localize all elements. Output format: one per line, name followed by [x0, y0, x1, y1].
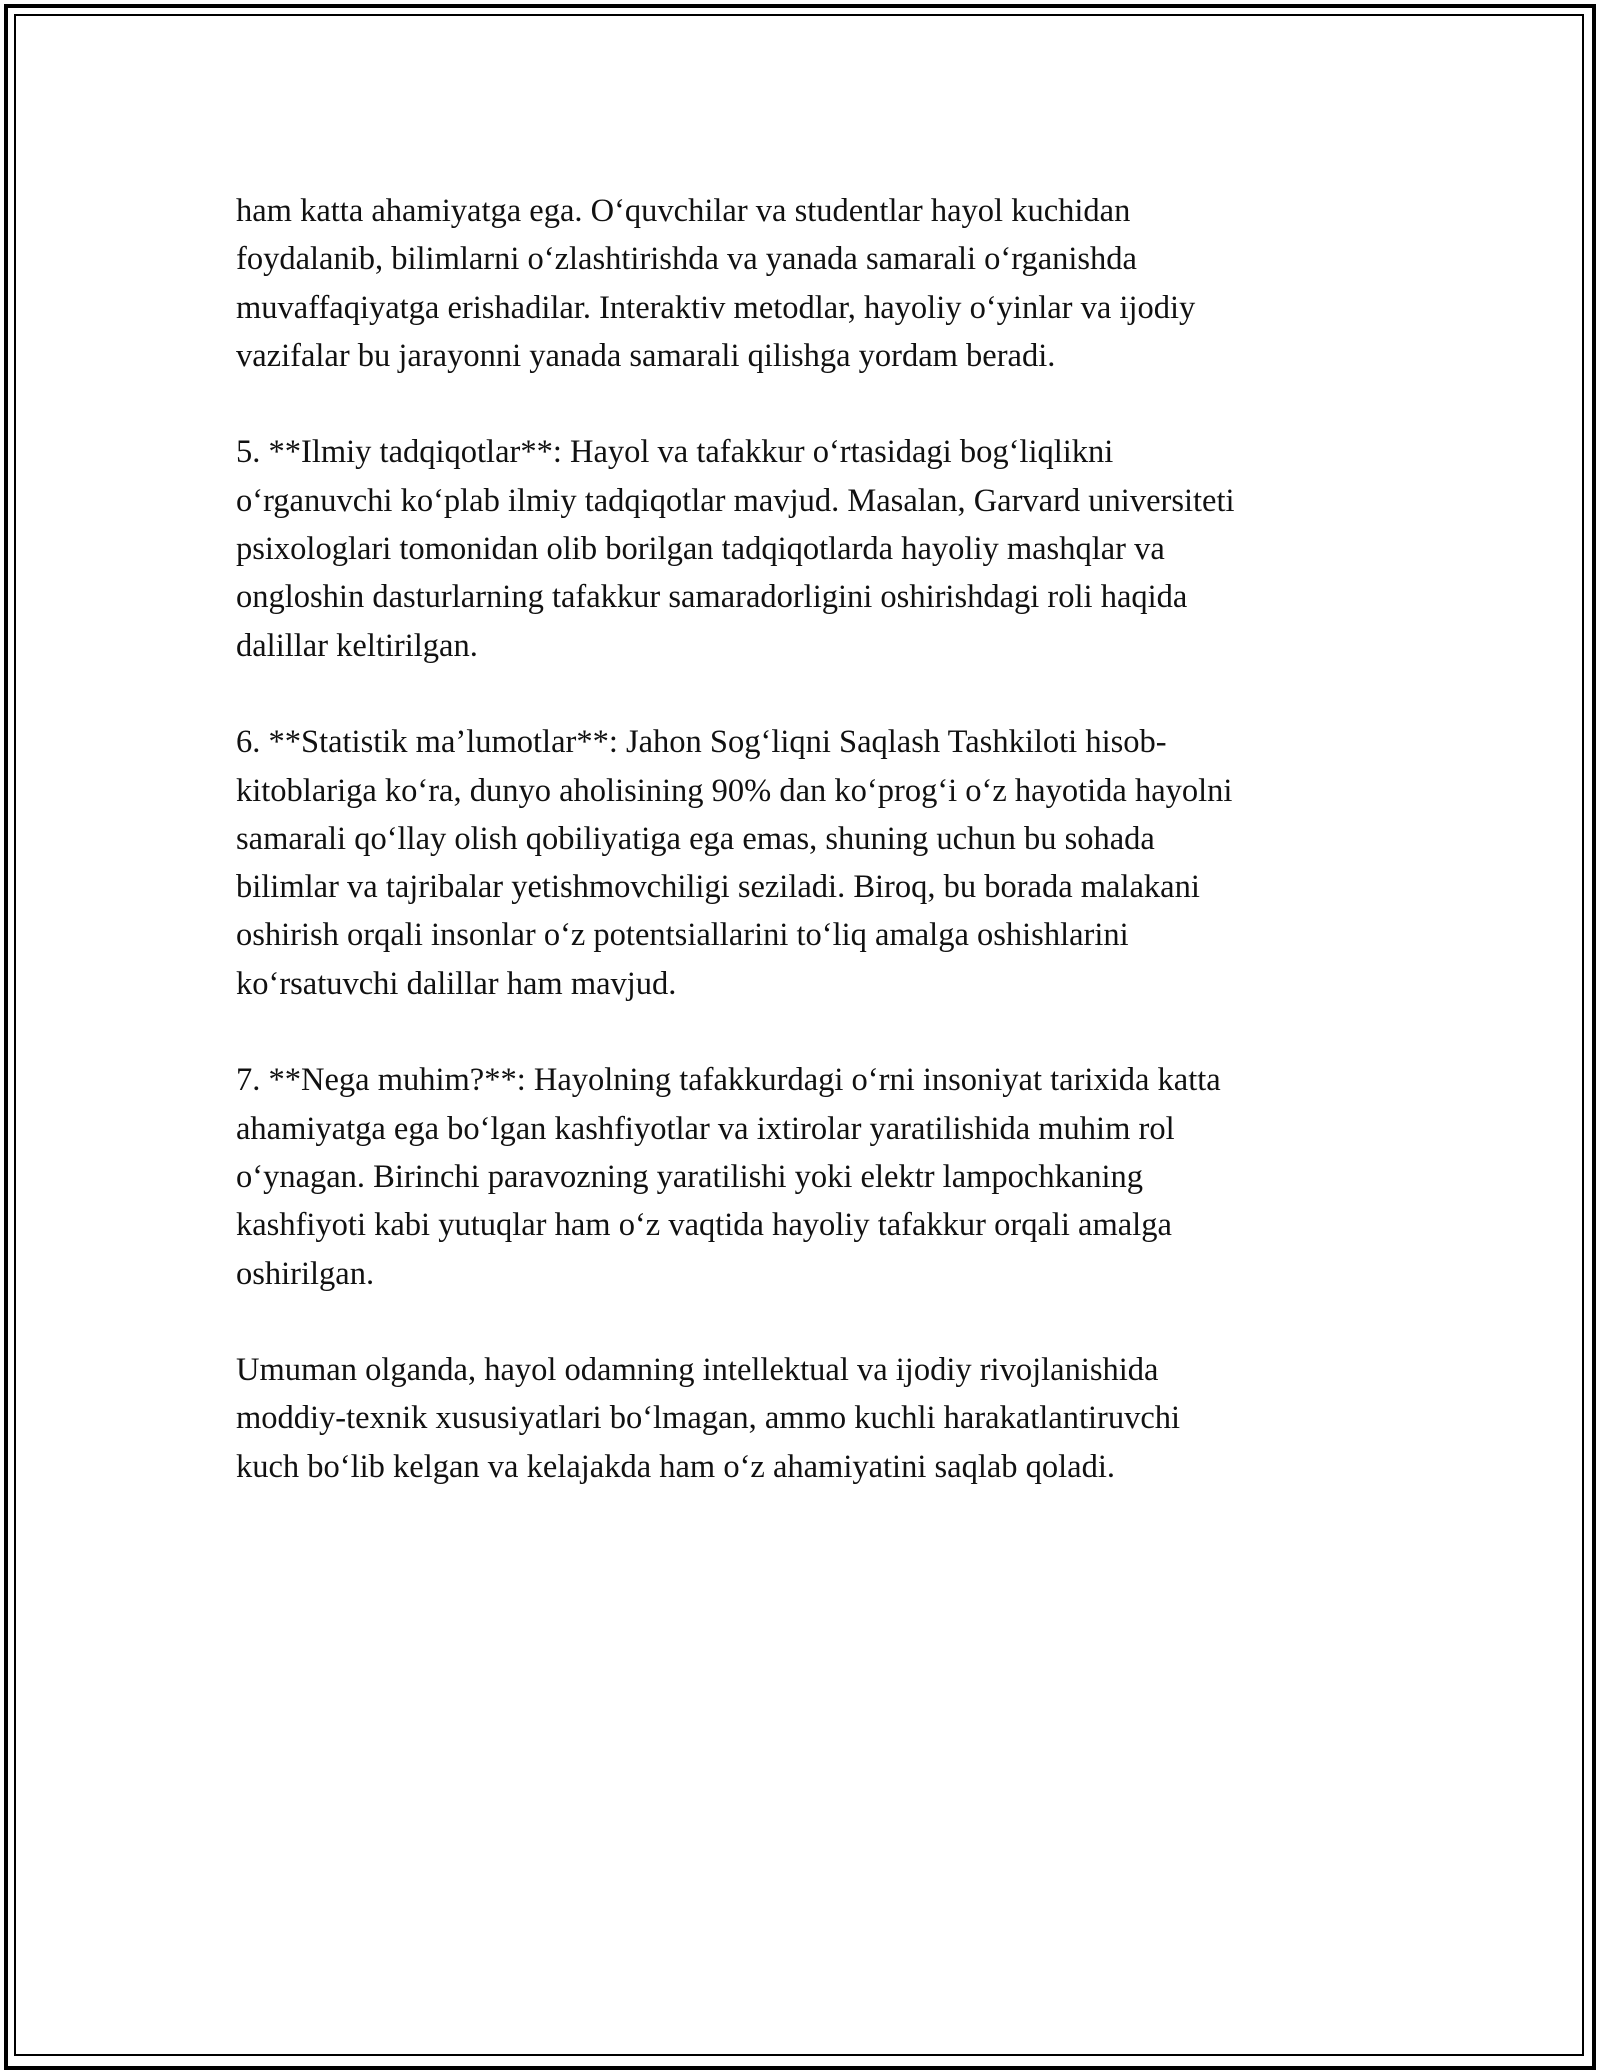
document-body	[236, 187, 1376, 1491]
paragraph-education-continuation: ham katta ahamiyatga ega. O‘quvchilar va studentlar hayol kuchidan foydalanib, bilimlarni o‘zlashtirishda va yanada samarali o‘rganishda muvaffaqiyatga erishadilar. Interaktiv metodlar, hayoliy o‘yinlar va ijodiy vazifalar bu jarayonni yanada samarali qilishga yordam beradi.	[236, 193, 1196, 374]
paragraph-conclusion: Umuman olganda, hayol odamning intellektual va ijodiy rivojlanishida moddiy-texnik xususiyatlari bo‘lmagan, ammo kuchli harakatlantiruvchi kuch bo‘lib kelgan va kelajakda ham o‘z ahamiyatini saqlab qoladi.	[236, 1352, 1181, 1485]
paragraph-scientific-research: 5. **Ilmiy tadqiqotlar**: Hayol va tafakkur o‘rtasidagi bog‘liqlikni o‘rganuvchi ko‘plab ilmiy tadqiqotlar mavjud. Masalan, Garvard universiteti psixologlari tomonidan olib borilgan tadqiqotlarda hayoliy mashqlar va ongloshin dasturlarning tafakkur samaradorligini oshirishdagi roli haqida dalillar keltirilgan.	[236, 434, 1235, 664]
paragraph-why-important: 7. **Nega muhim?**: Hayolning tafakkurdagi o‘rni insoniyat tarixida katta ahamiyatga ega bo‘lgan kashfiyotlar va ixtirolar yaratilishida muhim rol o‘ynagan. Birinchi paravozning yaratilishi yoki elektr lampochkaning kashfiyoti kabi yutuqlar ham o‘z vaqtida hayoliy tafakkur orqali amalga oshirilgan.	[236, 1062, 1221, 1292]
paragraph-statistics: 6. **Statistik ma’lumotlar**: Jahon Sog‘liqni Saqlash Tashkiloti hisob- kitoblariga ko‘ra, dunyo aholisining 90% dan ko‘prog‘i o‘z hayotida hayolni samarali qo‘llay olish qobiliyatiga ega emas, shuning uchun bu sohada bilimlar va tajribalar yetishmovchiligi seziladi. Biroq, bu borada malakani oshirish orqali insonlar o‘z potentsiallarini to‘liq amalga oshishlarini ko‘rsatuvchi dalillar ham mavjud.	[236, 724, 1233, 1002]
